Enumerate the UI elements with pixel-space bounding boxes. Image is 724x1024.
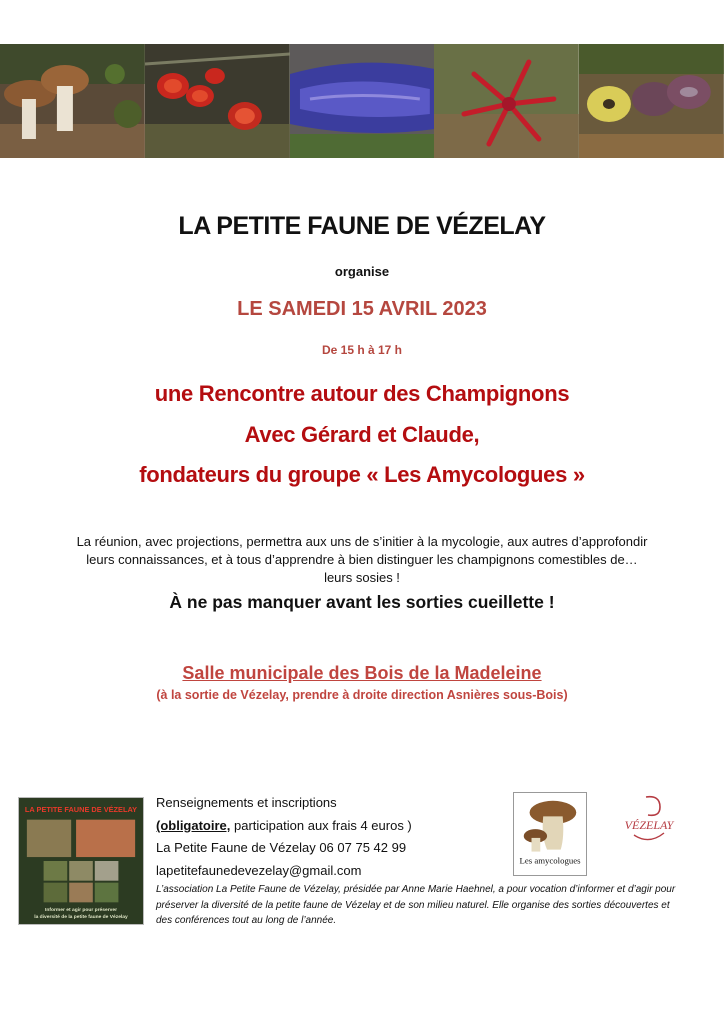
mushroom-photo: [0, 44, 145, 158]
violet-mushroom-photo: [579, 44, 724, 158]
info-email[interactable]: lapetitefaunedevezelay@gmail.com: [156, 863, 362, 878]
petite-faune-logo: [18, 797, 144, 925]
headline-line-2: Avec Gérard et Claude,: [244, 422, 480, 447]
blue-crust-fungus-photo: [290, 44, 435, 158]
info-registration: [156, 818, 412, 833]
organise-text: organise: [334, 264, 390, 279]
logo-vez-text: VÉZELAY: [624, 818, 674, 832]
headline-line-1: une Rencontre autour des Champignons: [154, 381, 570, 406]
amycologues-logo: [513, 792, 587, 876]
fee-text: participation aux frais 4 euros ): [230, 818, 412, 833]
logo-left-title: LA PETITE FAUNE DE VÉZELAY: [24, 804, 138, 814]
logo-left-caption-1: Informer et agir pour préserver: [45, 908, 117, 914]
not-to-miss-text: À ne pas manquer avant les sorties cueillette !: [169, 592, 555, 612]
logo-amy-text: Les amycologues: [519, 855, 581, 866]
photo-banner: [0, 44, 724, 158]
vezelay-logo: [620, 793, 678, 849]
page-title: LA PETITE FAUNE DE VÉZELAY: [178, 212, 546, 240]
logo-left-caption-2: la diversité de la petite faune de Vézelay: [34, 915, 128, 921]
info-heading: Renseignements et inscriptions: [156, 795, 337, 810]
association-text: L’association La Petite Faune de Vézelay, présidée par Anne Marie Haehnel, a pour vocation d’informer et d’agir pour préserver la diversité de la petite faune de Vézelay et de son milieu naturel. Elle organise des sorties découvertes et des conférences tout au long de l’année.: [156, 884, 676, 926]
red-cup-fungus-photo: [145, 44, 290, 158]
red-star-fungus-photo: [434, 44, 579, 158]
info-phone: La Petite Faune de Vézelay 06 07 75 42 99: [156, 840, 407, 855]
headline-line-3: fondateurs du groupe « Les Amycologues »: [139, 462, 585, 487]
mandatory-label: (obligatoire,: [156, 818, 231, 833]
venue-directions: (à la sortie de Vézelay, prendre à droite direction Asnières sous-Bois): [156, 688, 568, 702]
description-line-3: leurs sosies !: [324, 570, 400, 585]
event-hours: De 15 h à 17 h: [321, 343, 403, 357]
description-line-2: leurs connaissances, et à tous d’apprendre à bien distinguer les champignons comestibles de…: [86, 552, 638, 567]
venue-name: Salle municipale des Bois de la Madeleine: [182, 663, 542, 683]
event-date: LE SAMEDI 15 AVRIL 2023: [237, 298, 487, 320]
event-description: [0, 533, 724, 587]
description-line-1: La réunion, avec projections, permettra aux uns de s’initier à la mycologie, aux autres d’approfondir: [76, 534, 648, 549]
